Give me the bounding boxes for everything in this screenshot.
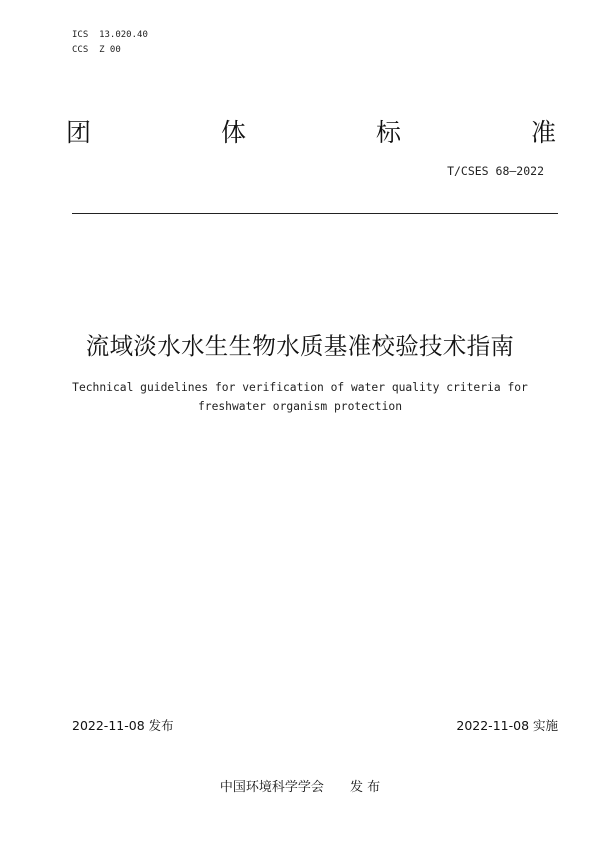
title-english-line-1: Technical guidelines for verification of water quality criteria for	[72, 381, 528, 394]
publish-date: 2022-11-08 发布	[72, 718, 174, 733]
title-english	[60, 378, 540, 416]
publisher-action: 发 布	[349, 780, 381, 795]
standard-type-char: 体	[220, 118, 246, 147]
title-english-line-2: freshwater organism protection	[197, 400, 403, 413]
implement-date: 2022-11-08 实施	[456, 718, 558, 733]
title-chinese: 流域淡水水生生物水质基准校验技术指南	[85, 332, 515, 360]
standard-number: T/CSES 68—2022	[447, 164, 544, 178]
standard-type-char: 准	[530, 118, 556, 147]
publisher-org: 中国环境科学学会	[219, 780, 324, 795]
header-divider	[72, 213, 558, 214]
publisher	[0, 776, 600, 795]
standard-type-heading	[66, 113, 556, 149]
classification-codes	[72, 28, 148, 58]
ics-code: ICS 13.020.40	[72, 30, 148, 40]
ccs-code: CCS Z 00	[72, 45, 121, 55]
standard-type-char: 团	[66, 118, 92, 147]
standard-type-char: 标	[375, 118, 401, 147]
